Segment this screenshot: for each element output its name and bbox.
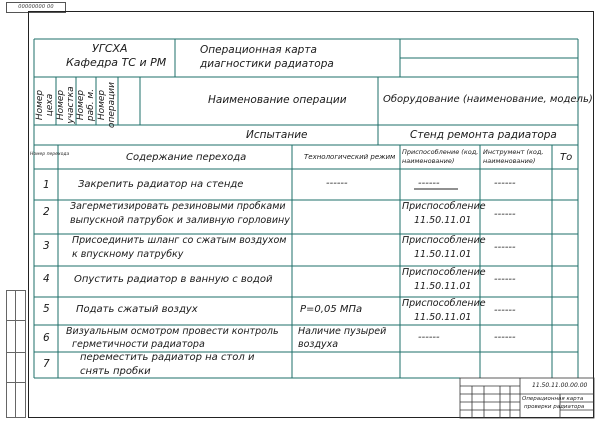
title-block-title-1: Операционная карта [522,396,584,402]
row-7-content-1: переместить радиатор на стол и [80,352,255,363]
row-2-fixture-1: Приспособление [402,201,486,212]
row-5-fixture-2: 11.50.11.01 [414,312,472,323]
col-header-content: Содержание перехода [126,152,247,163]
row-5-mode: Р=0,05 МПа [300,304,363,315]
row-3-content-1: Присоединить шланг со сжатым воздухом [72,235,287,246]
col-header-number: Номер перехода [30,152,70,157]
row-5-fixture-1: Приспособление [402,298,486,309]
vertical-header-section: Номер участка [56,86,76,124]
row-4-content: Опустить радиатор в ванную с водой [74,274,273,285]
col-header-fixture-1: Приспособление (код, [402,148,479,156]
title-block-code: 11.50.11.00.00.00 [532,382,588,389]
row-6-mode-1: Наличие пузырей [298,326,387,337]
operation-name: Испытание [246,129,308,141]
row-2-tool: ------ [494,209,516,220]
operation-name-header: Наименование операции [208,94,347,106]
row-2-content-1: Загерметизировать резиновыми пробками [70,201,286,212]
doc-title-line1: Операционная карта [200,44,317,56]
equipment-name: Стенд ремонта радиатора [410,129,557,141]
row-5-content: Подать сжатый воздух [76,304,198,315]
org-name: УГСХА [92,42,128,55]
col-header-tool-1: Инструмент (код, [483,148,544,156]
row-4-number: 4 [43,273,50,285]
vertical-header-workplace: Номер раб. м. [76,88,96,122]
row-1-content: Закрепить радиатор на стенде [78,179,244,190]
row-5-number: 5 [43,303,50,315]
row-6-content-2: герметичности радиатора [72,339,205,350]
row-5-tool: ------ [494,305,516,316]
row-3-content-2: к впускному патрубку [72,249,184,260]
row-2-fixture-2: 11.50.11.01 [414,215,472,226]
row-6-tool: ------ [494,332,516,343]
row-2-content-2: выпускной патрубок и заливную горловину [70,215,290,226]
doc-title-line2: диагностики радиатора [200,58,334,70]
row-4-tool: ------ [494,274,516,285]
top-stamp: 00000000 00 [6,2,66,13]
row-7-content-2: снять пробки [80,366,151,377]
row-3-number: 3 [43,240,50,252]
col-header-to: То [560,152,573,163]
row-3-fixture-1: Приспособление [402,235,486,246]
row-3-tool: ------ [494,242,516,253]
equipment-header: Оборудование (наименование, модель) [383,94,593,105]
col-header-mode: Технологический режим [304,153,396,161]
row-1-tool: ------ [494,178,516,189]
row-1-number: 1 [43,179,50,191]
department-name: Кафедра ТС и РМ [66,56,167,69]
row-3-fixture-2: 11.50.11.01 [414,249,472,260]
row-6-mode-2: воздуха [298,339,339,350]
col-header-fixture-2: наименование) [402,157,455,165]
row-6-content-1: Визуальным осмотром провести контроль [66,326,279,337]
row-1-fixture: ------ [418,178,440,189]
row-1-mode: ------ [326,178,348,189]
title-block-title-2: проверки радиатора [524,404,585,410]
vertical-header-shop: Номер цеха [35,89,55,121]
row-6-fixture: ------ [418,332,440,343]
vertical-header-operation: Номер операции [97,82,117,128]
row-4-fixture-2: 11.50.11.01 [414,281,472,292]
row-7-number: 7 [43,358,50,370]
row-2-number: 2 [43,206,50,218]
col-header-tool-2: наименование) [483,157,536,165]
row-6-number: 6 [43,332,50,344]
row-4-fixture-1: Приспособление [402,267,486,278]
